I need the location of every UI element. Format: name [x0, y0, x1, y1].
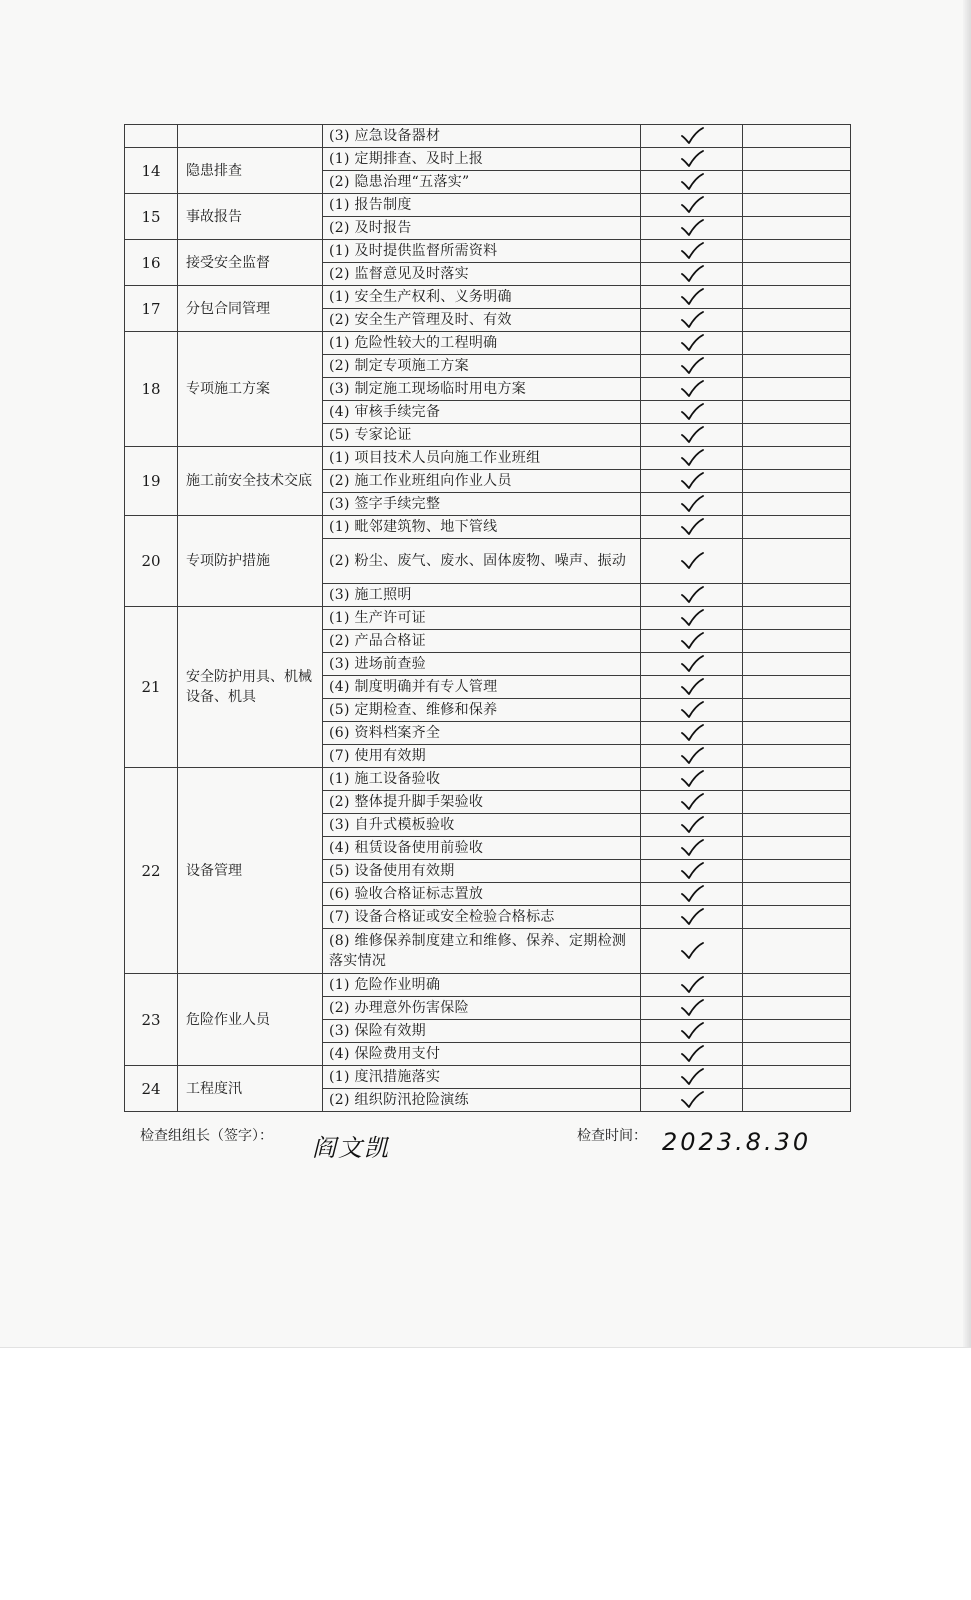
- check-result-cell: [641, 332, 743, 355]
- table-row: [125, 768, 851, 791]
- remarks-cell: [743, 309, 851, 332]
- checkmark-icon: [679, 552, 705, 570]
- check-result-cell: [641, 791, 743, 814]
- checkmark-icon: [679, 701, 705, 719]
- check-category: 设备管理: [178, 768, 323, 974]
- row-number: 18: [125, 332, 178, 447]
- remarks-cell: [743, 860, 851, 883]
- checkmark-icon: [679, 380, 705, 398]
- remarks-cell: [743, 837, 851, 860]
- check-item: (1) 定期排查、及时上报: [323, 148, 641, 171]
- check-result-cell: [641, 148, 743, 171]
- check-result-cell: [641, 470, 743, 493]
- remarks-cell: [743, 493, 851, 516]
- check-result-cell: [641, 194, 743, 217]
- check-result-cell: [641, 240, 743, 263]
- checkmark-icon: [679, 770, 705, 788]
- check-result-cell: [641, 906, 743, 929]
- remarks-cell: [743, 1066, 851, 1089]
- remarks-cell: [743, 791, 851, 814]
- table-row: [125, 607, 851, 630]
- row-number: 19: [125, 447, 178, 516]
- remarks-cell: [743, 217, 851, 240]
- check-result-cell: [641, 607, 743, 630]
- checkmark-icon: [679, 816, 705, 834]
- check-item: (3) 自升式模板验收: [323, 814, 641, 837]
- check-item: (4) 保险费用支付: [323, 1043, 641, 1066]
- remarks-cell: [743, 125, 851, 148]
- check-category: 专项防护措施: [178, 516, 323, 607]
- check-result-cell: [641, 722, 743, 745]
- checkmark-icon: [679, 518, 705, 536]
- remarks-cell: [743, 906, 851, 929]
- check-item: (1) 毗邻建筑物、地下管线: [323, 516, 641, 539]
- leader-signature-label: 检查组组长（签字）：: [140, 1128, 273, 1144]
- remarks-cell: [743, 929, 851, 974]
- check-category: 接受安全监督: [178, 240, 323, 286]
- check-item: (1) 项目技术人员向施工作业班组: [323, 447, 641, 470]
- check-result-cell: [641, 997, 743, 1020]
- check-item: (1) 报告制度: [323, 194, 641, 217]
- remarks-cell: [743, 470, 851, 493]
- remarks-cell: [743, 286, 851, 309]
- check-result-cell: [641, 883, 743, 906]
- table-row: [125, 286, 851, 309]
- checkmark-icon: [679, 999, 705, 1017]
- checkmark-icon: [679, 609, 705, 627]
- check-category: 危险作业人员: [178, 974, 323, 1066]
- checkmark-icon: [679, 472, 705, 490]
- check-item: (1) 安全生产权利、义务明确: [323, 286, 641, 309]
- checkmark-icon: [679, 219, 705, 237]
- row-number: 22: [125, 768, 178, 974]
- check-result-cell: [641, 768, 743, 791]
- row-number: 15: [125, 194, 178, 240]
- row-number: 24: [125, 1066, 178, 1112]
- check-item: (3) 施工照明: [323, 584, 641, 607]
- remarks-cell: [743, 263, 851, 286]
- row-number: 21: [125, 607, 178, 768]
- row-number: 17: [125, 286, 178, 332]
- checkmark-icon: [679, 403, 705, 421]
- check-result-cell: [641, 539, 743, 584]
- table-row: [125, 240, 851, 263]
- check-item: (5) 专家论证: [323, 424, 641, 447]
- remarks-cell: [743, 1043, 851, 1066]
- checkmark-icon: [679, 655, 705, 673]
- checkmark-icon: [679, 885, 705, 903]
- check-item: (5) 设备使用有效期: [323, 860, 641, 883]
- check-result-cell: [641, 630, 743, 653]
- checkmark-icon: [679, 426, 705, 444]
- leader-signature: 阎文凯: [312, 1134, 390, 1162]
- check-item: (3) 制定施工现场临时用电方案: [323, 378, 641, 401]
- remarks-cell: [743, 516, 851, 539]
- table-row: [125, 974, 851, 997]
- checkmark-icon: [679, 1068, 705, 1086]
- check-result-cell: [641, 699, 743, 722]
- checkmark-icon: [679, 311, 705, 329]
- check-item: (4) 审核手续完备: [323, 401, 641, 424]
- remarks-cell: [743, 607, 851, 630]
- checkmark-icon: [679, 242, 705, 260]
- check-result-cell: [641, 217, 743, 240]
- check-item: (6) 验收合格证标志置放: [323, 883, 641, 906]
- remarks-cell: [743, 768, 851, 791]
- check-item: (5) 定期检查、维修和保养: [323, 699, 641, 722]
- check-result-cell: [641, 929, 743, 974]
- checkmark-icon: [679, 1091, 705, 1109]
- check-category: 分包合同管理: [178, 286, 323, 332]
- table-row: [125, 447, 851, 470]
- remarks-cell: [743, 401, 851, 424]
- remarks-cell: [743, 630, 851, 653]
- check-result-cell: [641, 1089, 743, 1112]
- check-item: (2) 隐患治理“五落实”: [323, 171, 641, 194]
- check-result-cell: [641, 378, 743, 401]
- check-item: (2) 粉尘、废气、废水、固体废物、噪声、振动: [323, 539, 641, 584]
- checkmark-icon: [679, 288, 705, 306]
- remarks-cell: [743, 355, 851, 378]
- remarks-cell: [743, 1089, 851, 1112]
- checkmark-icon: [679, 586, 705, 604]
- row-number: 16: [125, 240, 178, 286]
- remarks-cell: [743, 997, 851, 1020]
- check-item: (2) 组织防汛抢险演练: [323, 1089, 641, 1112]
- remarks-cell: [743, 424, 851, 447]
- remarks-cell: [743, 148, 851, 171]
- checkmark-icon: [679, 449, 705, 467]
- table-row: [125, 1066, 851, 1089]
- checkmark-icon: [679, 908, 705, 926]
- remarks-cell: [743, 745, 851, 768]
- checkmark-icon: [679, 724, 705, 742]
- check-result-cell: [641, 309, 743, 332]
- remarks-cell: [743, 240, 851, 263]
- checkmark-icon: [679, 976, 705, 994]
- check-item: (3) 应急设备器材: [323, 125, 641, 148]
- inspection-checklist-table: [124, 124, 851, 1112]
- check-category: 专项施工方案: [178, 332, 323, 447]
- check-result-cell: [641, 860, 743, 883]
- checkmark-icon: [679, 747, 705, 765]
- check-item: (4) 租赁设备使用前验收: [323, 837, 641, 860]
- table-row: [125, 516, 851, 539]
- remarks-cell: [743, 676, 851, 699]
- check-result-cell: [641, 447, 743, 470]
- remarks-cell: [743, 447, 851, 470]
- checkmark-icon: [679, 265, 705, 283]
- check-category: 事故报告: [178, 194, 323, 240]
- check-result-cell: [641, 974, 743, 997]
- check-item: (1) 及时提供监督所需资料: [323, 240, 641, 263]
- checkmark-icon: [679, 334, 705, 352]
- checkmark-icon: [679, 357, 705, 375]
- check-item: (1) 危险作业明确: [323, 974, 641, 997]
- table-row: [125, 332, 851, 355]
- check-result-cell: [641, 493, 743, 516]
- remarks-cell: [743, 1020, 851, 1043]
- row-number: 20: [125, 516, 178, 607]
- remarks-cell: [743, 194, 851, 217]
- row-number: 23: [125, 974, 178, 1066]
- check-item: (2) 施工作业班组向作业人员: [323, 470, 641, 493]
- check-item: (1) 度汛措施落实: [323, 1066, 641, 1089]
- check-item: (1) 施工设备验收: [323, 768, 641, 791]
- inspection-time-label: 检查时间：: [577, 1128, 647, 1144]
- check-category: 工程度汛: [178, 1066, 323, 1112]
- checkmark-icon: [679, 1022, 705, 1040]
- check-item: (7) 使用有效期: [323, 745, 641, 768]
- check-result-cell: [641, 1043, 743, 1066]
- check-result-cell: [641, 424, 743, 447]
- check-result-cell: [641, 263, 743, 286]
- page-edge-shadow: [963, 0, 971, 1347]
- check-category: 安全防护用具、机械设备、机具: [178, 607, 323, 768]
- check-result-cell: [641, 584, 743, 607]
- remarks-cell: [743, 883, 851, 906]
- checkmark-icon: [679, 495, 705, 513]
- check-result-cell: [641, 125, 743, 148]
- check-result-cell: [641, 1020, 743, 1043]
- remarks-cell: [743, 814, 851, 837]
- table-row: [125, 125, 851, 148]
- checkmark-icon: [679, 793, 705, 811]
- check-item: (7) 设备合格证或安全检验合格标志: [323, 906, 641, 929]
- checkmark-icon: [679, 942, 705, 960]
- row-number: 14: [125, 148, 178, 194]
- remarks-cell: [743, 722, 851, 745]
- check-result-cell: [641, 355, 743, 378]
- check-result-cell: [641, 745, 743, 768]
- check-result-cell: [641, 516, 743, 539]
- check-item: (2) 产品合格证: [323, 630, 641, 653]
- checkmark-icon: [679, 862, 705, 880]
- check-item: (1) 生产许可证: [323, 607, 641, 630]
- checkmark-icon: [679, 678, 705, 696]
- remarks-cell: [743, 584, 851, 607]
- checkmark-icon: [679, 150, 705, 168]
- check-category: 隐患排查: [178, 148, 323, 194]
- check-item: (2) 监督意见及时落实: [323, 263, 641, 286]
- check-item: (2) 安全生产管理及时、有效: [323, 309, 641, 332]
- check-result-cell: [641, 837, 743, 860]
- check-item: (1) 危险性较大的工程明确: [323, 332, 641, 355]
- check-result-cell: [641, 1066, 743, 1089]
- check-result-cell: [641, 676, 743, 699]
- remarks-cell: [743, 332, 851, 355]
- remarks-cell: [743, 653, 851, 676]
- check-item: (6) 资料档案齐全: [323, 722, 641, 745]
- check-item: (2) 制定专项施工方案: [323, 355, 641, 378]
- check-item: (2) 办理意外伤害保险: [323, 997, 641, 1020]
- check-item: (2) 整体提升脚手架验收: [323, 791, 641, 814]
- table-row: [125, 148, 851, 171]
- check-category: 施工前安全技术交底: [178, 447, 323, 516]
- check-result-cell: [641, 653, 743, 676]
- checkmark-icon: [679, 1045, 705, 1063]
- checkmark-icon: [679, 173, 705, 191]
- check-item: (2) 及时报告: [323, 217, 641, 240]
- check-item: (3) 进场前查验: [323, 653, 641, 676]
- remarks-cell: [743, 974, 851, 997]
- check-category: [178, 125, 323, 148]
- remarks-cell: [743, 539, 851, 584]
- check-result-cell: [641, 286, 743, 309]
- row-number: [125, 125, 178, 148]
- checkmark-icon: [679, 632, 705, 650]
- table-row: [125, 194, 851, 217]
- check-result-cell: [641, 401, 743, 424]
- check-result-cell: [641, 814, 743, 837]
- check-result-cell: [641, 171, 743, 194]
- checkmark-icon: [679, 127, 705, 145]
- check-item: (8) 维修保养制度建立和维修、保养、定期检测落实情况: [323, 929, 641, 974]
- remarks-cell: [743, 171, 851, 194]
- check-item: (3) 签字手续完整: [323, 493, 641, 516]
- inspection-time-value: 2023.8.30: [662, 1128, 812, 1156]
- check-item: (4) 制度明确并有专人管理: [323, 676, 641, 699]
- check-item: (3) 保险有效期: [323, 1020, 641, 1043]
- checkmark-icon: [679, 196, 705, 214]
- checkmark-icon: [679, 839, 705, 857]
- remarks-cell: [743, 378, 851, 401]
- remarks-cell: [743, 699, 851, 722]
